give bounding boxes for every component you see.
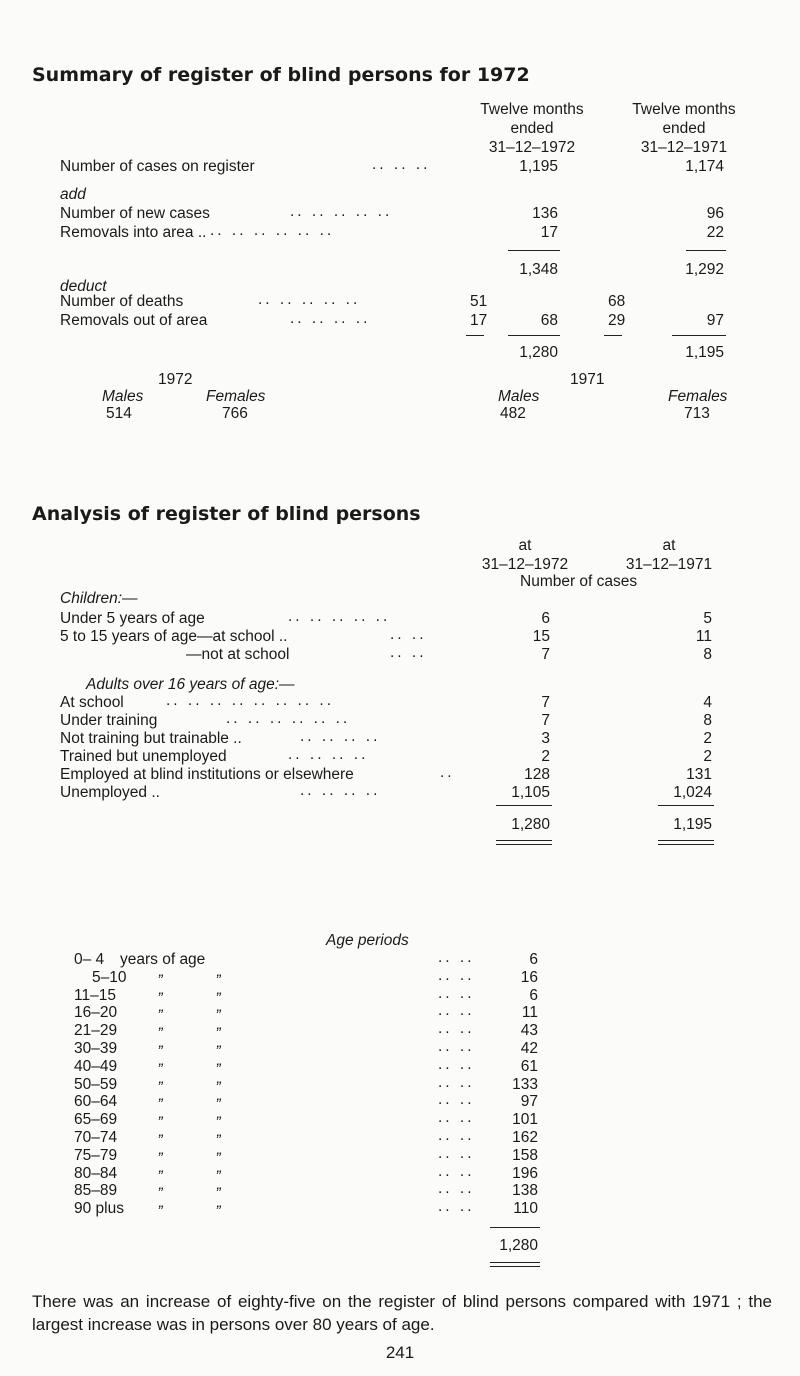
age-count: 6 [529,987,538,1004]
leader-dots: .. .. [438,1020,475,1037]
analysis-row-label: Unemployed .. [60,784,160,801]
ditto-mark: „ [217,1123,223,1140]
analysis-total-rule [658,805,714,806]
age-range: 21–29 [74,1022,118,1039]
age-range: 75–79 [74,1147,118,1164]
leader-dots: .. [440,764,455,781]
leader-dots: .. .. [438,1038,475,1055]
deaths-1971: 68 [608,293,626,310]
age-count: 133 [512,1076,538,1093]
summary-title: Summary of register of blind persons for 1972 [32,64,530,86]
cases-on-register-1971: 1,174 [685,158,724,175]
analysis-title: Analysis of register of blind persons [32,503,421,525]
ditto-mark: „ [159,1123,165,1140]
ditto-mark: „ [159,998,165,1015]
age-range: 16–20 [74,1004,118,1021]
age-count: 138 [512,1182,538,1199]
subtotal-rule [686,250,726,251]
age-range: 60–64 [74,1093,118,1110]
analysis-row-1972: 7 [541,712,550,729]
adults-label: Adults over 16 years of age:— [86,676,295,693]
leader-dots: .. .. [438,1180,475,1197]
total-1972: 1,280 [519,344,558,361]
leader-dots: .. .. .. .. .. [288,608,391,625]
deaths-1972: 51 [470,293,488,310]
total-1971: 1,195 [685,344,724,361]
sex-1971-males: 482 [500,405,526,422]
removals-out-inner-1972: 17 [470,312,488,329]
analysis-row-1971: 5 [703,610,712,627]
ditto-mark: „ [217,981,223,998]
analysis-row-1971: 131 [686,766,712,783]
analysis-total-1972: 1,280 [511,816,550,833]
age-count: 97 [520,1093,538,1110]
age-range: 50–59 [74,1076,118,1093]
removals-into-label: Removals into area .. [60,224,207,241]
analysis-total-rule [496,805,552,806]
age-count: 61 [520,1058,538,1075]
analysis-row-label: Under 5 years of age [60,610,205,627]
sex-1972-year: 1972 [158,371,193,388]
sex-1972-males: 514 [106,405,132,422]
analysis-row-label: Trained but unemployed [60,748,227,765]
ditto-mark: „ [217,1141,223,1158]
leader-dots: .. .. [438,1091,475,1108]
leader-dots: .. .. [438,967,475,984]
deaths-label: Number of deaths [60,293,184,310]
subtotal-rule [508,250,560,251]
analysis-row-1972: 7 [541,694,550,711]
age-range: 90 plus [74,1200,124,1217]
children-label: Children:— [60,590,138,607]
removals-out-1972: 68 [540,312,558,329]
age-count: 16 [520,969,538,986]
leader-dots: .. .. .. .. .. [290,203,393,220]
deduct-rule [508,335,560,336]
analysis-col1-header-line2: 31–12–1972 [481,556,569,573]
page-number: 241 [385,1343,415,1362]
analysis-row-1971: 4 [703,694,712,711]
analysis-row-label: 5 to 15 years of age—at school .. [60,628,288,645]
leader-dots: .. .. .. .. [300,782,381,799]
leader-dots: .. .. [438,1127,475,1144]
age-count: 158 [512,1147,538,1164]
ditto-mark: „ [217,1016,223,1033]
age-range: 0– 4 [74,951,105,968]
analysis-row-1972: 6 [541,610,550,627]
leader-dots: .. .. .. [372,156,431,173]
ditto-mark: „ [217,1087,223,1104]
summary-col2-header-line3: 31–12–1971 [640,139,728,156]
age-range: 5–10 [92,969,127,986]
leader-dots: .. .. [390,626,427,643]
age-range: 70–74 [74,1129,118,1146]
analysis-total-1971: 1,195 [673,816,712,833]
removals-out-inner-1971: 29 [608,312,626,329]
analysis-row-1971: 2 [703,730,712,747]
leader-dots: .. .. .. .. .. [258,291,361,308]
ditto-mark: „ [217,1052,223,1069]
age-total-rule [490,1227,540,1228]
ditto-mark: „ [217,1194,223,1211]
analysis-total-double-rule [496,840,552,845]
analysis-row-1971: 11 [695,628,712,645]
age-range: 65–69 [74,1111,118,1128]
age-count: 101 [512,1111,538,1128]
leader-dots: .. .. [438,1145,475,1162]
subtotal1-1972: 1,348 [519,261,558,278]
age-range: 80–84 [74,1165,118,1182]
ditto-mark: „ [159,1052,165,1069]
leader-dots: .. .. [438,1163,475,1180]
analysis-col2-header-line1: at [662,537,676,554]
age-count: 11 [521,1004,538,1021]
sex-1971-year: 1971 [570,371,605,388]
sex-1972-females: 766 [222,405,248,422]
deduct-rule [466,335,484,336]
summary-paragraph: There was an increase of eighty-five on the register of blind persons compared with 1971 ; the largest increase was in persons over 80 years of age. [32,1292,772,1334]
analysis-row-1971: 1,024 [673,784,712,801]
removals-into-1971: 22 [706,224,724,241]
ditto-mark: „ [217,1159,223,1176]
analysis-row-1972: 3 [541,730,550,747]
analysis-row-label: At school [60,694,124,711]
analysis-row-label: Not training but trainable .. [60,730,242,747]
ditto-mark: „ [217,1070,223,1087]
ditto-mark: „ [159,1087,165,1104]
leader-dots: .. .. [390,644,427,661]
summary-col2-header [612,100,756,157]
analysis-col2-header [614,536,724,574]
age-range: 85–89 [74,1182,118,1199]
leader-dots: .. .. [438,1109,475,1126]
summary-col1-header-line1: Twelve months [480,101,584,118]
removals-out-1971: 97 [706,312,724,329]
new-cases-1971: 96 [706,205,724,222]
ditto-mark: „ [159,1194,165,1211]
sex-1972-males-label: Males [102,388,144,405]
summary-col1-header-line3: 31–12–1972 [488,139,576,156]
analysis-row-label: —not at school [186,646,290,663]
age-count: 110 [513,1200,538,1217]
age-count: 162 [512,1129,538,1146]
leader-dots: .. .. [438,1002,475,1019]
ditto-mark: „ [159,1176,165,1193]
sex-1971-males-label: Males [498,388,540,405]
ditto-mark: „ [217,1034,223,1051]
age-range: 11–15 [74,987,116,1004]
deduct-rule [672,335,726,336]
age-count: 43 [520,1022,538,1039]
ditto-mark: „ [159,1016,165,1033]
leader-dots: .. .. [438,1198,475,1215]
leader-dots: .. .. [438,1056,475,1073]
leader-dots: .. .. .. .. [288,746,369,763]
cases-on-register-1972: 1,195 [519,158,558,175]
add-label: add [60,186,86,203]
age-count: 196 [512,1165,538,1182]
analysis-row-1971: 8 [703,712,712,729]
age-range: 40–49 [74,1058,118,1075]
analysis-row-1972: 128 [524,766,550,783]
analysis-row-1972: 15 [532,628,550,645]
sex-1971-females-label: Females [668,388,728,405]
analysis-row-1971: 2 [703,748,712,765]
removals-out-label: Removals out of area [60,312,208,329]
analysis-row-1971: 8 [703,646,712,663]
leader-dots: .. .. [438,1074,475,1091]
ditto-mark: „ [159,1105,165,1122]
analysis-row-label: Under training [60,712,158,729]
analysis-row-1972: 1,105 [511,784,550,801]
ditto-mark: „ [159,1141,165,1158]
analysis-row-1972: 7 [541,646,550,663]
leader-dots: .. .. [438,985,475,1002]
new-cases-label: Number of new cases [60,205,210,222]
number-of-cases-label: Number of cases [520,573,638,590]
leader-dots: .. .. .. .. [300,728,381,745]
analysis-row-1972: 2 [541,748,550,765]
summary-col1-header-line2: ended [510,120,554,137]
age-total-double-rule [490,1262,540,1267]
ditto-mark: „ [217,1176,223,1193]
age-count: 6 [529,951,538,968]
deduct-label: deduct [60,278,107,295]
removals-into-1972: 17 [540,224,558,241]
age-total: 1,280 [499,1237,538,1254]
sex-1971-females: 713 [684,405,710,422]
leader-dots: .. .. .. .. [290,310,371,327]
ditto-mark: „ [159,981,165,998]
cases-on-register-label: Number of cases on register [60,158,255,175]
ditto-mark: „ [217,998,223,1015]
leader-dots: .. .. .. .. .. .. [226,710,351,727]
leader-dots: .. .. .. .. .. .. [210,222,335,239]
sex-1972-females-label: Females [206,388,266,405]
age-count: 42 [520,1040,538,1057]
leader-dots: .. .. [438,949,475,966]
ditto-mark: „ [159,963,165,980]
age-range: 30–39 [74,1040,118,1057]
ditto-mark: „ [159,1070,165,1087]
leader-dots: .. .. .. .. .. .. .. .. [166,692,335,709]
analysis-col1-header [470,536,580,574]
ditto-mark: „ [217,1105,223,1122]
analysis-col1-header-line1: at [518,537,532,554]
age-periods-title: Age periods [326,932,409,949]
age-unit: years of age [120,951,206,968]
deduct-rule [604,335,622,336]
analysis-col2-header-line2: 31–12–1971 [625,556,713,573]
analysis-row-label: Employed at blind institutions or elsewhere [60,766,354,783]
ditto-mark: „ [217,963,223,980]
subtotal1-1971: 1,292 [685,261,724,278]
ditto-mark: „ [159,1159,165,1176]
analysis-total-double-rule [658,840,714,845]
new-cases-1972: 136 [532,205,558,222]
ditto-mark: „ [159,1034,165,1051]
summary-col2-header-line2: ended [662,120,706,137]
summary-col2-header-line1: Twelve months [632,101,736,118]
summary-col1-header [460,100,604,157]
